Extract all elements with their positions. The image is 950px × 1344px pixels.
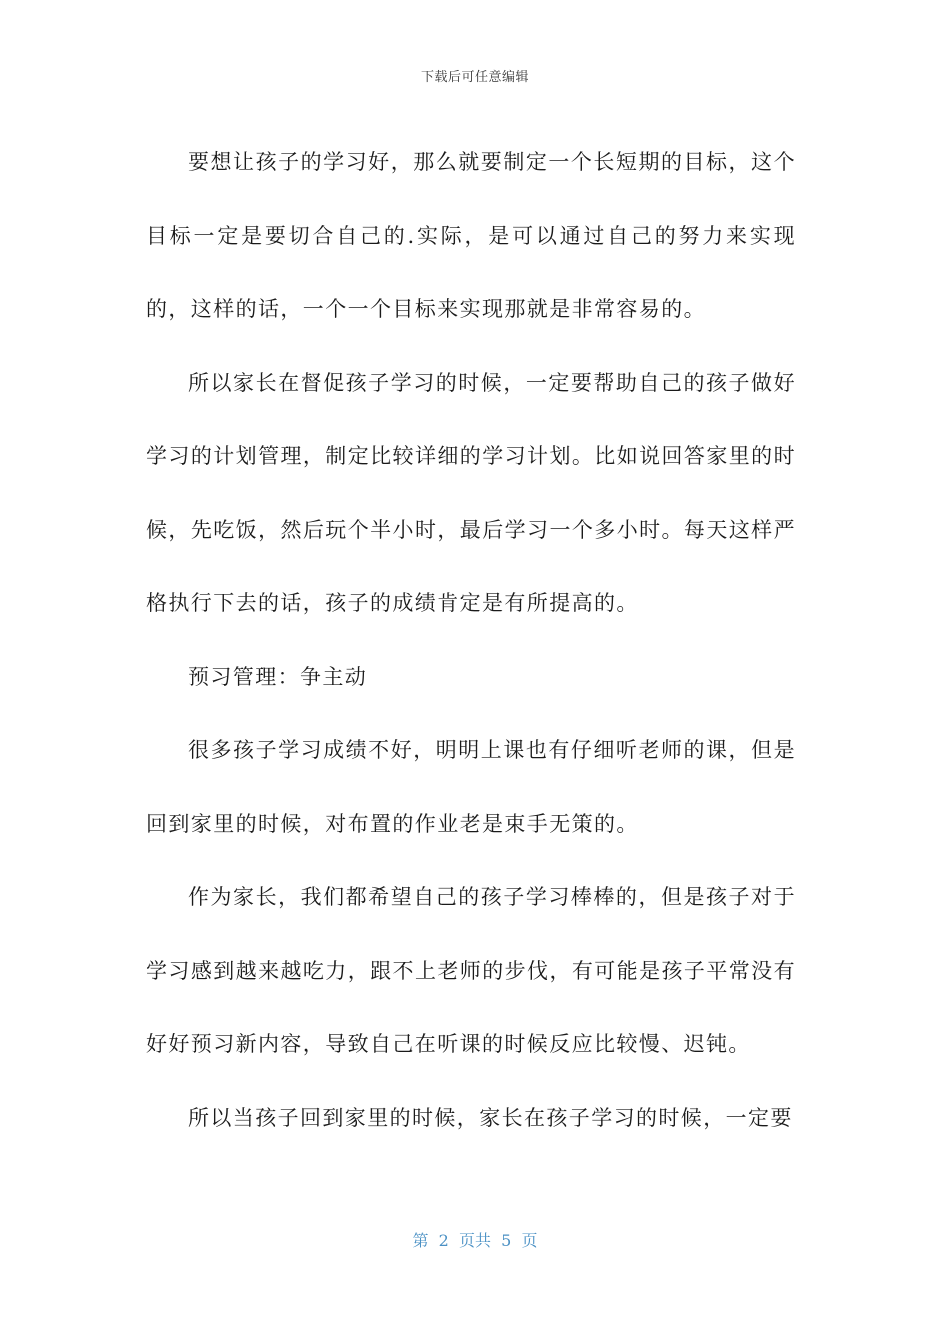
section-heading-preview: 预习管理：争主动 xyxy=(188,664,368,689)
page-header-note: 下载后可任意编辑 xyxy=(420,70,529,85)
paragraph-continuation: 所以当孩子回到家里的时候，家长在孩子学习的时候，一定要 xyxy=(188,1105,793,1130)
paragraph-goal-setting: 要想让孩子的学习好，那么就要制定一个长短期的目标，这个目标一定是要切合自己的.实际，是可以通过自己的努力来实现的，这样的话，一个一个目标来实现那就是非常容易的。 xyxy=(146,150,796,321)
page-number-footer: 第 2 页共 5 页 xyxy=(412,1231,538,1250)
paragraph-preview-importance: 作为家长，我们都希望自己的孩子学习棒棒的，但是孩子对于学习感到越来越吃力，跟不上老师的步伐，有可能是孩子平常没有好好预习新内容，导致自己在听课的时候反应比较慢、迟钝。 xyxy=(146,885,796,1056)
paragraph-study-plan: 所以家长在督促孩子学习的时候，一定要帮助自己的孩子做好学习的计划管理，制定比较详细的学习计划。比如说回答家里的时候，先吃饭，然后玩个半小时，最后学习一个多小时。每天这样严格执行下去的话，孩子的成绩肯定是有所提高的。 xyxy=(146,370,796,615)
document-body xyxy=(146,126,796,1155)
paragraph-homework-struggle: 很多孩子学习成绩不好，明明上课也有仔细听老师的课，但是回到家里的时候，对布置的作业老是束手无策的。 xyxy=(146,738,796,836)
